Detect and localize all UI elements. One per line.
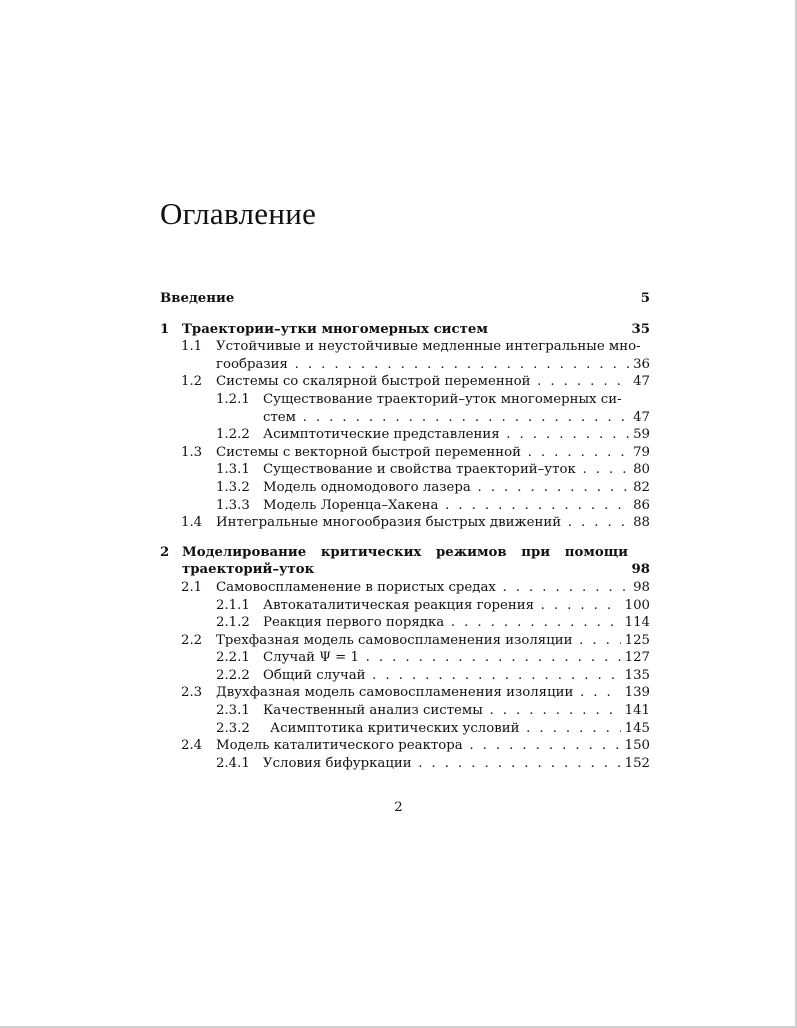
subsection-title: Качественный анализ системы . . .: [263, 702, 650, 720]
section-page: 139: [621, 684, 650, 702]
section-number: 1.4: [181, 515, 203, 531]
toc-entry-page: 5: [637, 290, 650, 308]
subsection-number: 1.2.1: [216, 391, 250, 407]
subsection-number: 2.3.2: [216, 720, 250, 736]
toc-entry-title: Введение: [160, 291, 235, 306]
subsection-page: 100: [621, 597, 650, 615]
toc-subsection-1-3-3[interactable]: [160, 497, 650, 515]
section-title-line2: гообразия . . .: [216, 356, 650, 374]
subsection-number: 2.4.1: [216, 755, 250, 771]
toc-subsection-1-2-2[interactable]: [160, 426, 650, 444]
section-page: 98: [629, 579, 650, 597]
section-page: 47: [629, 373, 650, 391]
subsection-title: Асимптотика критических условий . . .: [270, 720, 650, 738]
toc-chapter-1[interactable]: [160, 321, 650, 339]
subsection-page: 127: [621, 649, 650, 667]
toc-section-1-4[interactable]: [160, 514, 650, 532]
section-number: 2.1: [181, 579, 203, 595]
subsection-title: Асимптотические представления . . .: [263, 426, 650, 444]
section-title: Трехфазная модель самовоспламенения изоляции . . .: [216, 632, 650, 650]
subsection-title-line1: Существование траекторий–уток многомерных си-: [263, 391, 622, 407]
toc-subsection-2-3-2[interactable]: [160, 720, 650, 738]
section-number: 1.3: [181, 444, 203, 460]
chapter-title-line1: Моделирование критических режимов при помощи: [182, 544, 628, 560]
toc-section-2-1[interactable]: [160, 579, 650, 597]
section-page: 125: [621, 632, 650, 650]
toc-subsection-1-3-2[interactable]: [160, 479, 650, 497]
chapter-title: Траектории–утки многомерных систем: [182, 321, 488, 337]
toc-section-2-2[interactable]: [160, 632, 650, 650]
toc-subsection-2-2-2[interactable]: [160, 667, 650, 685]
subsection-page: 80: [629, 461, 650, 479]
chapter-number: 2: [160, 544, 170, 560]
section-title: Самовоспламенение в пористых средах . . .: [216, 579, 650, 597]
toc-subsection-1-2-1[interactable]: [160, 391, 650, 409]
section-title: Системы со скалярной быстрой переменной . . .: [216, 373, 650, 391]
subsection-number: 2.3.1: [216, 703, 250, 719]
subsection-number: 1.3.2: [216, 479, 250, 495]
toc-section-1-2[interactable]: [160, 373, 650, 391]
toc-section-1-1-cont[interactable]: [160, 356, 650, 374]
subsection-page: 59: [629, 426, 650, 444]
subsection-page: 145: [621, 720, 650, 738]
toc-chapter-2[interactable]: [160, 544, 650, 562]
table-of-contents: [160, 290, 650, 772]
chapter-page: 98: [627, 561, 650, 579]
section-title: Интегральные многообразия быстрых движений . . .: [216, 514, 650, 532]
section-title: Системы с векторной быстрой переменной . . .: [216, 444, 650, 462]
section-number: 1.2: [181, 374, 203, 390]
chapter-title-line2: траекторий–уток: [182, 562, 315, 578]
subsection-title-line2: стем . . .: [263, 409, 650, 427]
section-number: 2.4: [181, 738, 203, 754]
toc-subsection-2-4-1[interactable]: [160, 755, 650, 773]
subsection-page: 86: [629, 497, 650, 515]
subsection-page: 152: [621, 755, 650, 773]
subsection-title: Реакция первого порядка . . .: [263, 614, 650, 632]
subsection-title: Модель Лоренца–Хакена . . .: [263, 497, 650, 515]
section-number: 1.1: [181, 339, 203, 355]
toc-subsection-2-1-1[interactable]: [160, 597, 650, 615]
subsection-number: 2.1.1: [216, 597, 250, 613]
subsection-page: 47: [629, 409, 650, 427]
section-page: 79: [629, 444, 650, 462]
section-title-line1: Устойчивые и неустойчивые медленные интегральные мно-: [216, 339, 641, 355]
subsection-page: 114: [621, 614, 650, 632]
subsection-number: 2.2.2: [216, 667, 250, 683]
section-page: 36: [629, 356, 650, 374]
page-number: 2: [394, 800, 403, 815]
subsection-number: 1.2.2: [216, 427, 250, 443]
section-title: Двухфазная модель самовоспламенения изоляции . . .: [216, 684, 650, 702]
toc-section-2-3[interactable]: [160, 684, 650, 702]
toc-section-1-1[interactable]: [160, 338, 650, 356]
subsection-number: 1.3.1: [216, 462, 250, 478]
toc-chapter-2-cont[interactable]: [160, 561, 650, 579]
page-title: Оглавление: [160, 196, 317, 231]
chapter-page: 35: [627, 321, 650, 339]
subsection-title: Автокаталитическая реакция горения . . .: [263, 597, 650, 615]
toc-entry-intro[interactable]: [160, 290, 650, 308]
subsection-title: Общий случай . . .: [263, 667, 650, 685]
toc-subsection-1-2-1-cont[interactable]: [160, 409, 650, 427]
subsection-number: 2.2.1: [216, 650, 250, 666]
toc-section-2-4[interactable]: [160, 737, 650, 755]
section-title: Модель каталитического реактора . . .: [216, 737, 650, 755]
subsection-title: Модель одномодового лазера . . .: [263, 479, 650, 497]
toc-subsection-2-2-1[interactable]: [160, 649, 650, 667]
subsection-number: 2.1.2: [216, 615, 250, 631]
section-page: 88: [629, 514, 650, 532]
toc-section-1-3[interactable]: [160, 444, 650, 462]
section-number: 2.2: [181, 632, 203, 648]
subsection-page: 141: [621, 702, 650, 720]
section-page: 150: [621, 737, 650, 755]
subsection-page: 82: [629, 479, 650, 497]
subsection-title: Существование и свойства траекторий–уток . . .: [263, 461, 650, 479]
chapter-number: 1: [160, 321, 170, 337]
section-number: 2.3: [181, 685, 203, 701]
toc-subsection-2-1-2[interactable]: [160, 614, 650, 632]
subsection-page: 135: [621, 667, 650, 685]
subsection-number: 1.3.3: [216, 497, 250, 513]
toc-subsection-1-3-1[interactable]: [160, 461, 650, 479]
toc-subsection-2-3-1[interactable]: [160, 702, 650, 720]
subsection-title: Условия бифуркации . . .: [263, 755, 650, 773]
subsection-title: Случай Ψ = 1 . . .: [263, 649, 650, 667]
